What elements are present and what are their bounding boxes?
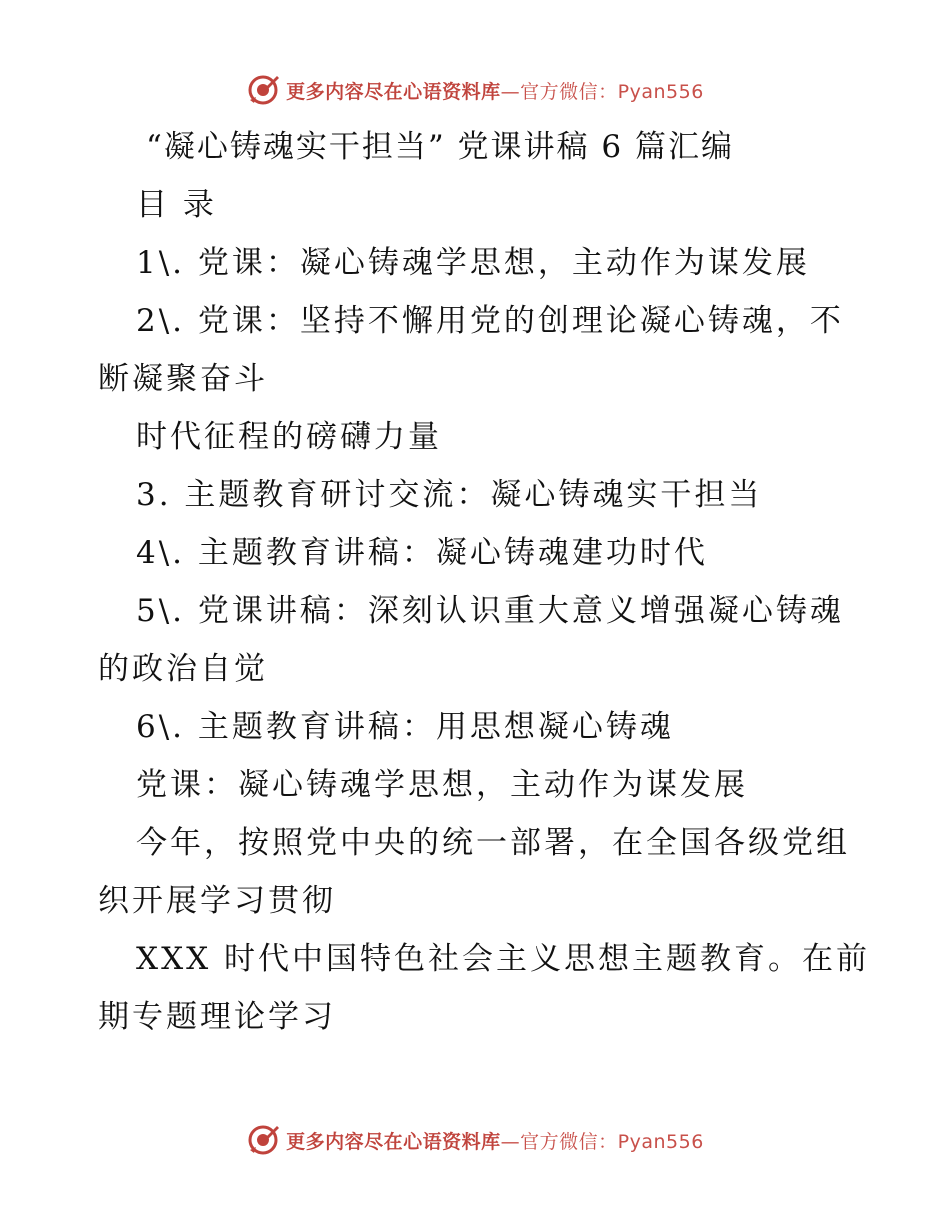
banner-dash: — (500, 80, 521, 103)
banner-text (286, 77, 704, 104)
document-title: “凝心铸魂实干担当” 党课讲稿 6 篇汇编 (146, 129, 734, 165)
banner-wechat: 官方微信：Pyan556 (520, 1130, 704, 1153)
section-heading: 党课：凝心铸魂学思想，主动作为谋发展 (136, 767, 748, 803)
toc-item: 4\. 主题教育讲稿：凝心铸魂建功时代 (136, 535, 708, 571)
banner-site-name: 更多内容尽在心语资料库 (286, 1130, 501, 1153)
toc-item: 6\. 主题教育讲稿：用思想凝心铸魂 (136, 709, 674, 745)
toc-item: 2\. 党课：坚持不懈用党的创理论凝心铸魂，不 (136, 303, 844, 339)
toc-item: 5\. 党课讲稿：深刻认识重大意义增强凝心铸魂 (136, 593, 844, 629)
banner-text (286, 1127, 704, 1154)
toc-heading: 目 录 (136, 187, 217, 223)
paragraph-line: 今年，按照党中央的统一部署，在全国各级党组 (136, 825, 850, 861)
paragraph-line: 期专题理论学习 (98, 999, 336, 1035)
banner-site-name: 更多内容尽在心语资料库 (286, 80, 501, 103)
banner-dash: — (500, 1130, 521, 1153)
header-banner (0, 70, 950, 110)
toc-item-continuation: 时代征程的磅礴力量 (136, 419, 442, 455)
toc-item: 3. 主题教育研讨交流：凝心铸魂实干担当 (136, 477, 763, 513)
banner-wechat: 官方微信：Pyan556 (520, 80, 704, 103)
pen-logo-icon (246, 1123, 280, 1157)
footer-banner (0, 1120, 950, 1160)
toc-item: 1\. 党课：凝心铸魂学思想，主动作为谋发展 (136, 245, 810, 281)
document-body (98, 118, 871, 1046)
paragraph-line: XXX 时代中国特色社会主义思想主题教育。在前 (136, 941, 871, 977)
paragraph-line: 织开展学习贯彻 (98, 883, 336, 919)
pen-logo-icon (246, 73, 280, 107)
toc-item-continuation: 断凝聚奋斗 (98, 361, 268, 397)
toc-item-continuation: 的政治自觉 (98, 651, 268, 687)
